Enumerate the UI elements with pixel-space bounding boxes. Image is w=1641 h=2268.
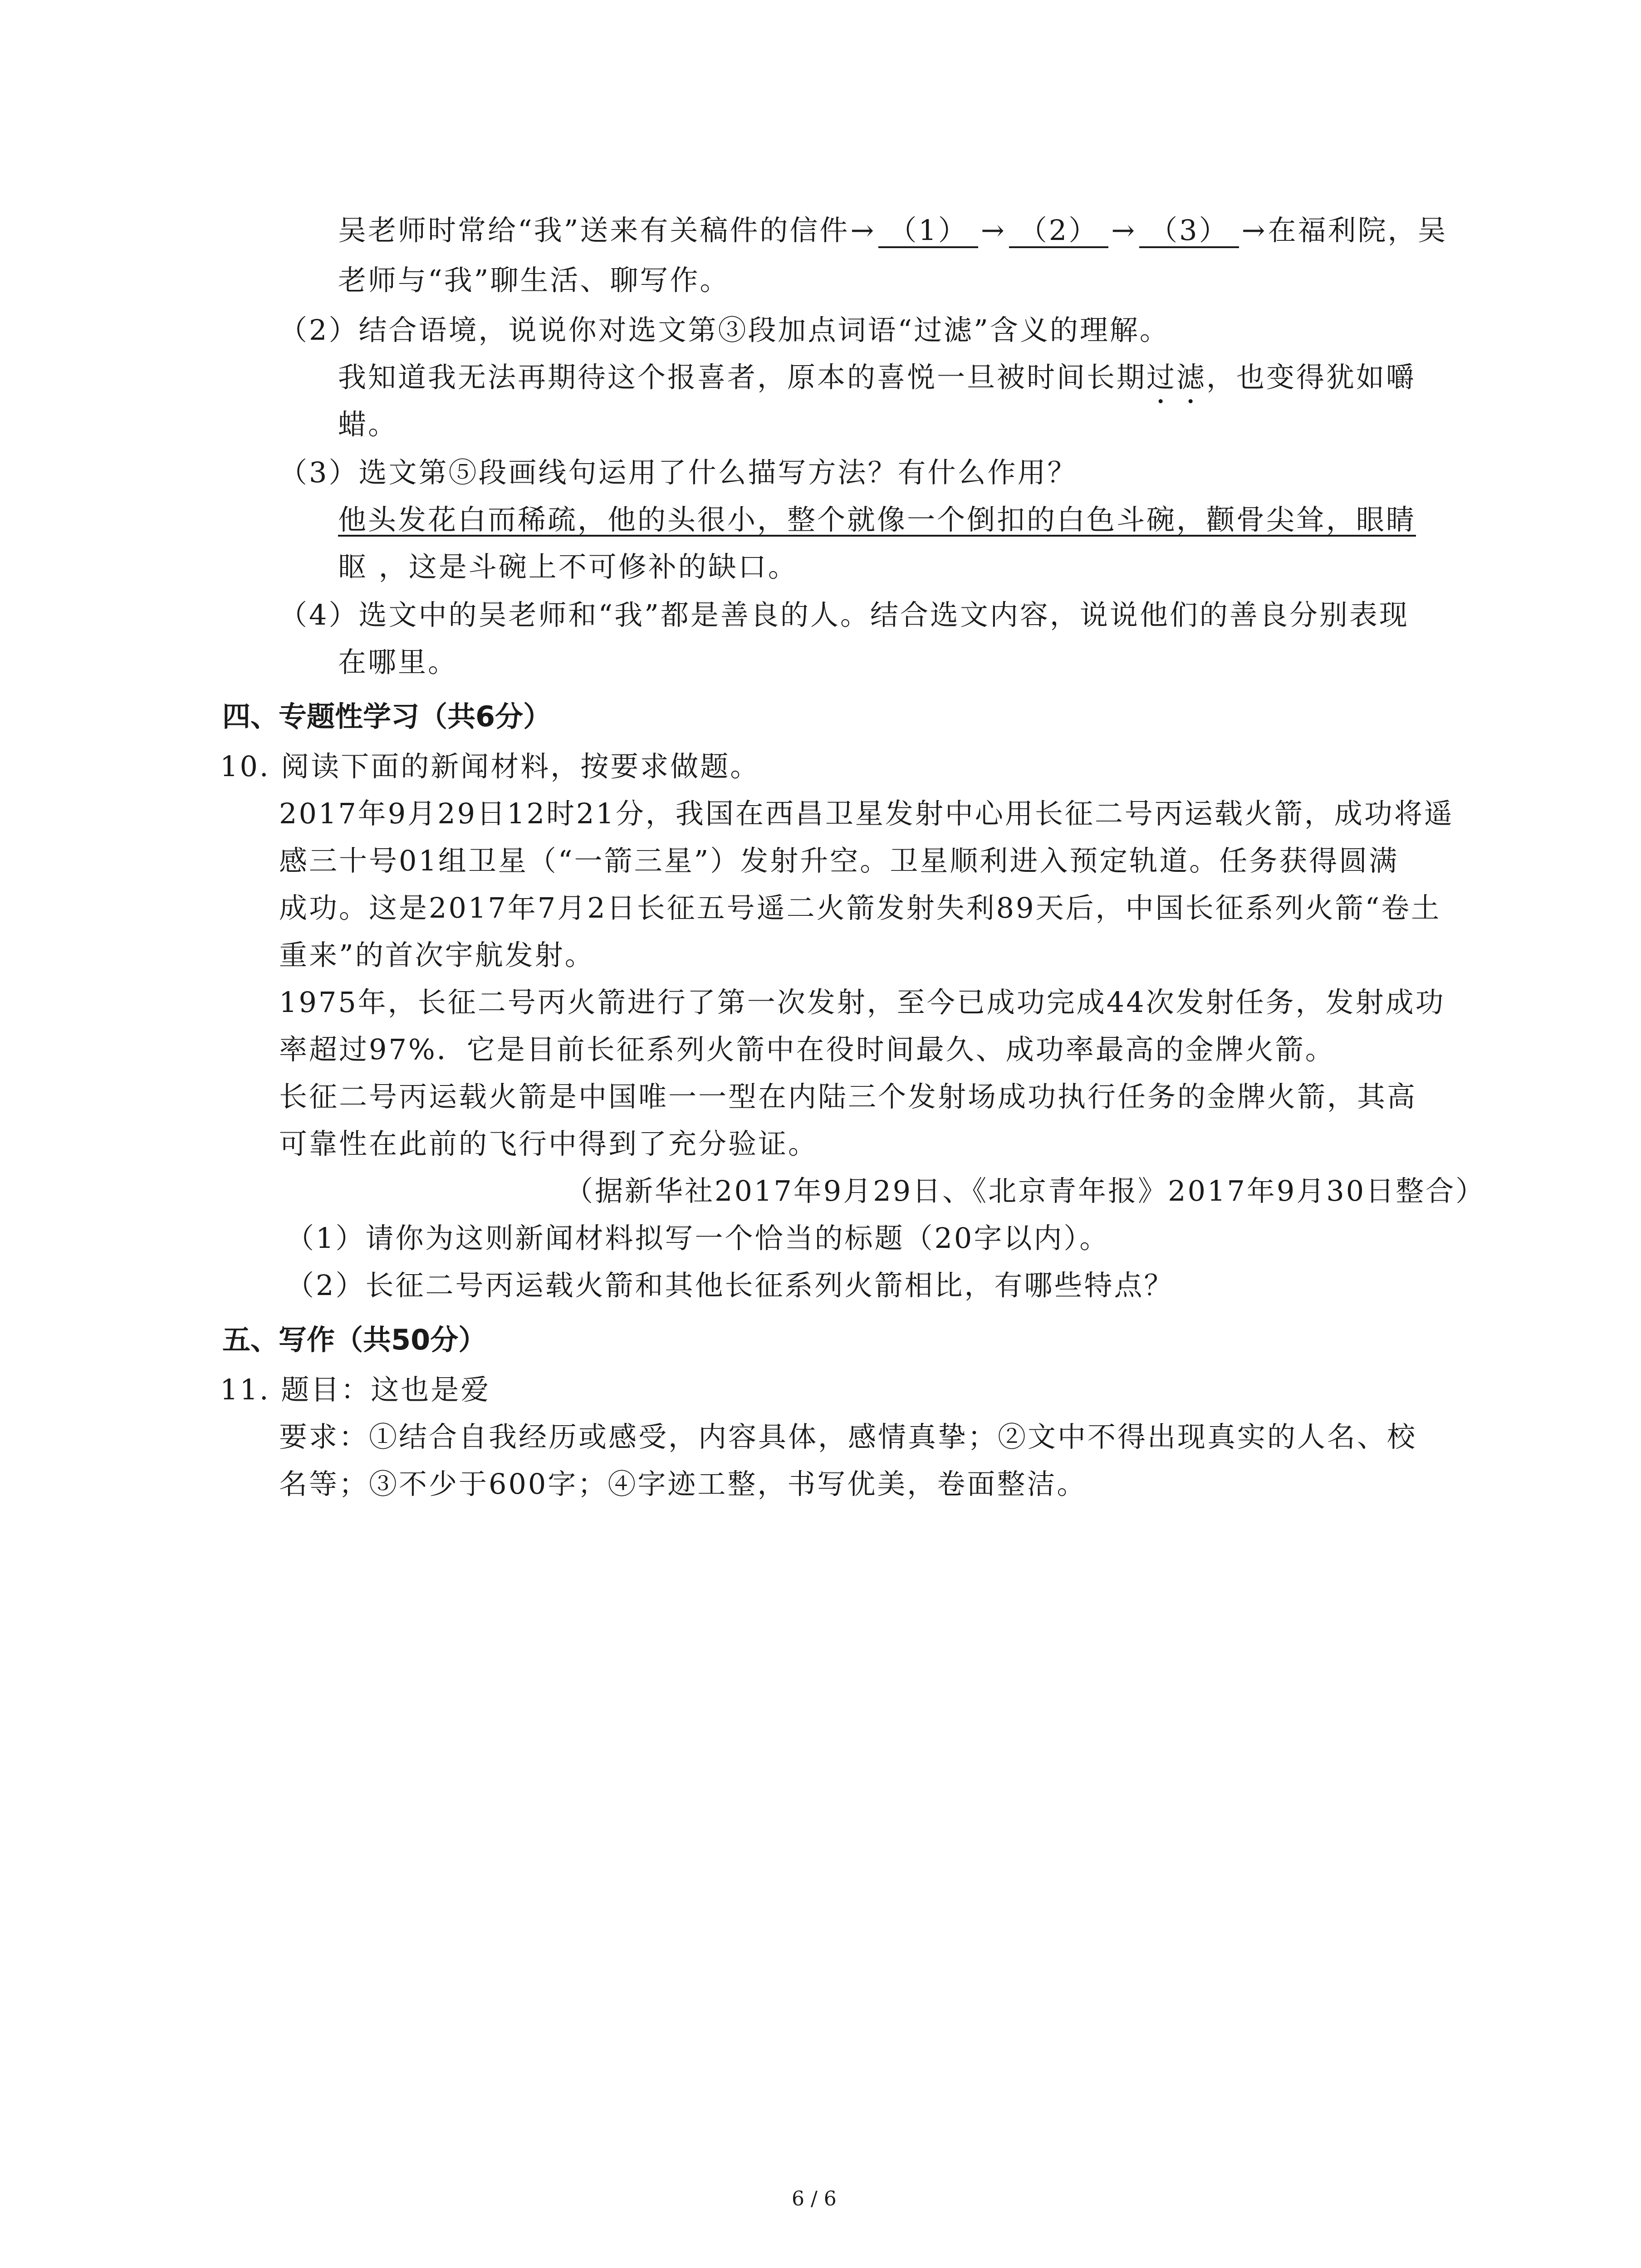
q10-sub1: （1）请你为这则新闻材料拟写一个恰当的标题（20字以内）。 (286, 1222, 1110, 1255)
q9-sub2-quote-a: 我知道我无法再期待这个报喜者，原本的喜悦一旦被时间长期 (338, 361, 1147, 394)
q9-sub3-quote-line2: 眍 ，这是斗碗上不可修补的缺口。 (338, 550, 798, 583)
arrow-icon: → (1241, 214, 1267, 247)
q10-sub2: （2）长征二号丙运载火箭和其他长征系列火箭相比，有哪些特点？ (286, 1269, 1174, 1302)
q9-sub1-line1 (338, 212, 1448, 249)
q9-sub1-line2: 老师与“我”聊生活、聊写作。 (338, 264, 730, 297)
page-number: 6 / 6 (792, 2187, 837, 2210)
q9-sub2-question: （2）结合语境，说说你对选文第③段加点词语“过滤”含义的理解。 (279, 313, 1170, 347)
q9-sub4-line2: 在哪里。 (338, 645, 458, 679)
q10-para1-line4: 重来”的首次宇航发射。 (279, 938, 595, 972)
q10-para3-line1: 长征二号丙运载火箭是中国唯一一型在内陆三个发射场成功执行任务的金牌火箭，其高 (279, 1080, 1417, 1113)
blank-3: （3） (1139, 215, 1239, 248)
q10-para3-line2: 可靠性在此前的飞行中得到了充分验证。 (279, 1127, 818, 1160)
q10-stem: 10. 阅读下面的新闻材料，按要求做题。 (220, 750, 760, 783)
q10-para1-line2: 感三十号01组卫星（“一箭三星”）发射升空。卫星顺利进入预定轨道。任务获得圆满 (279, 844, 1399, 877)
q11-req-line2: 名等；③不少于600字；④字迹工整，书写优美，卷面整洁。 (279, 1467, 1087, 1501)
blank-1: （1） (878, 215, 978, 248)
q9-sub3-question: （3）选文第⑤段画线句运用了什么描写方法？有什么作用？ (279, 456, 1078, 489)
q10-source: （据新华社2017年9月29日、《北京青年报》2017年9月30日整合） (565, 1174, 1486, 1207)
q9-sub4-line1: （4）选文中的吴老师和“我”都是善良的人。结合选文内容，说说他们的善良分别表现 (279, 598, 1409, 631)
q9-sub2-quote-line1 (338, 359, 1416, 410)
q10-para2-line2: 率超过97%．它是目前长征系列火箭中在役时间最久、成功率最高的金牌火箭。 (279, 1033, 1335, 1066)
q9-sub2-quote-b: ，也变得犹如嚼 (1206, 361, 1416, 394)
arrow-icon: → (1111, 214, 1137, 247)
section5-heading: 五、写作（共50分） (222, 1323, 487, 1356)
q10-para2-line1: 1975年，长征二号丙火箭进行了第一次发射，至今已成功完成44次发射任务，发射成功 (279, 986, 1445, 1019)
q11-stem: 11. 题目：这也是爱 (220, 1373, 491, 1406)
q10-para1-line1: 2017年9月29日12时21分，我国在西昌卫星发射中心用长征二号丙运载火箭，成功将遥 (279, 797, 1454, 830)
q9-sub1-suffix: 在福利院，吴 (1268, 214, 1448, 247)
q11-req-line1: 要求：①结合自我经历或感受，内容具体，感情真挚；②文中不得出现真实的人名、校 (279, 1420, 1417, 1453)
blank-2: （2） (1009, 215, 1108, 248)
dotted-word: 过滤 (1146, 361, 1207, 394)
q9-sub2-quote-line2: 蜡。 (338, 408, 398, 441)
arrow-icon: → (850, 214, 876, 247)
arrow-icon: → (980, 214, 1006, 247)
q10-para1-line3: 成功。这是2017年7月2日长征五号遥二火箭发射失利89天后，中国长征系列火箭“卷土 (279, 891, 1441, 924)
section4-heading: 四、专题性学习（共6分） (222, 700, 552, 733)
q9-sub3-quote-line1: 他头发花白而稀疏，他的头很小，整个就像一个倒扣的白色斗碗，颧骨尖耸，眼睛 (338, 503, 1416, 536)
q9-sub1-prefix: 吴老师时常给“我”送来有关稿件的信件 (338, 214, 850, 247)
